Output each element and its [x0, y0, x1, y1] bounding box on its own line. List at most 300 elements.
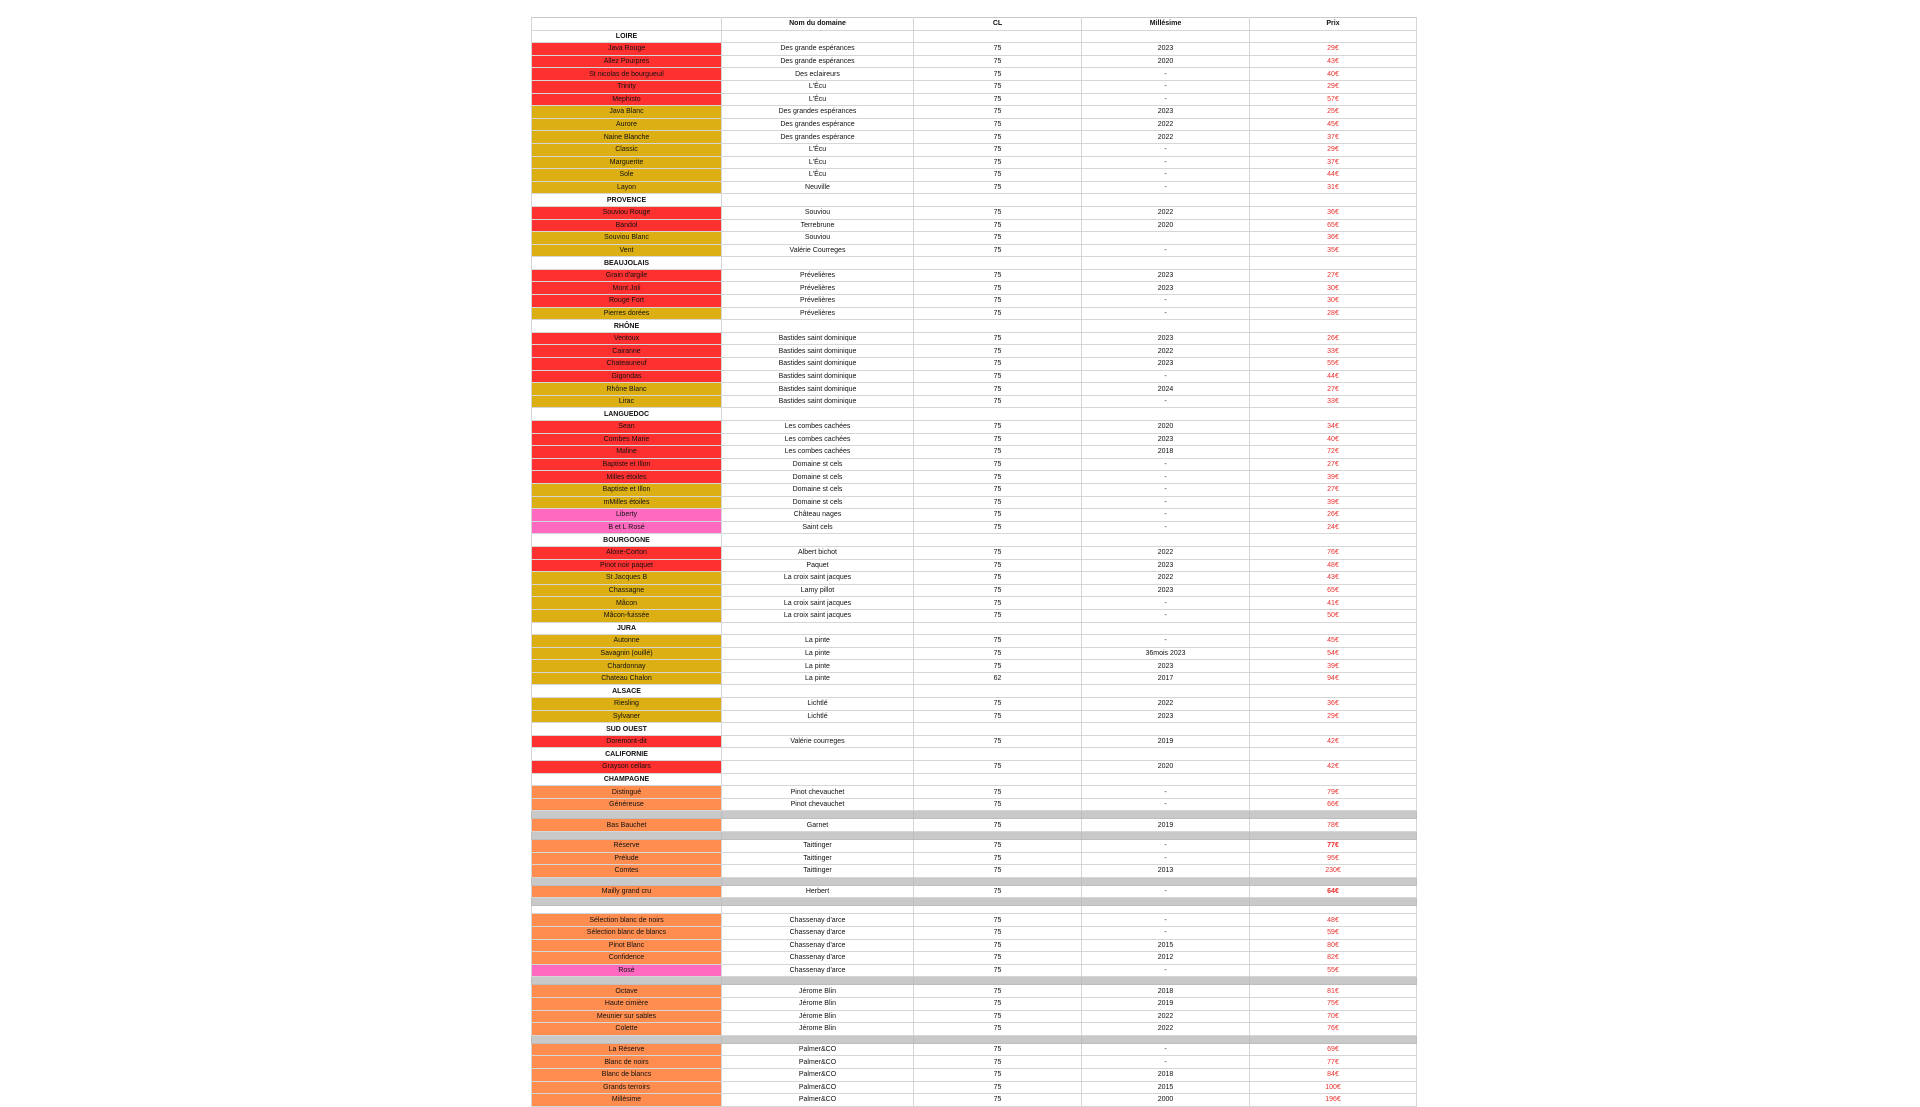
wine-name-cell: Marguerite [532, 156, 722, 169]
empty-cell [722, 30, 914, 43]
cl-cell: 75 [914, 852, 1082, 865]
wine-name-cell: Grayson cellars [532, 761, 722, 774]
cl-cell: 75 [914, 761, 1082, 774]
region-row [532, 622, 1417, 635]
empty-cell [914, 1035, 1082, 1043]
price-cell: 37€ [1250, 156, 1417, 169]
domain-cell: L'Écu [722, 80, 914, 93]
domain-cell: Chassenay d'arce [722, 952, 914, 965]
vintage-cell: - [1082, 1056, 1250, 1069]
region-row [532, 194, 1417, 207]
price-cell: 82€ [1250, 952, 1417, 965]
price-cell: 34€ [1250, 421, 1417, 434]
cl-cell: 75 [914, 269, 1082, 282]
empty-cell [1250, 1035, 1417, 1043]
domain-cell: Bastides saint dominique [722, 383, 914, 396]
wine-row [532, 546, 1417, 559]
wine-row [532, 572, 1417, 585]
wine-name-cell: Riesling [532, 698, 722, 711]
domain-cell: Palmer&CO [722, 1068, 914, 1081]
empty-cell [914, 898, 1082, 906]
wine-row [532, 68, 1417, 81]
domain-cell: Taittinger [722, 840, 914, 853]
vintage-cell: - [1082, 609, 1250, 622]
empty-cell [1082, 906, 1250, 914]
wine-name-cell: Java Blanc [532, 106, 722, 119]
vintage-cell: 2022 [1082, 345, 1250, 358]
vintage-cell: - [1082, 169, 1250, 182]
wine-name-cell: Allez Pourpres [532, 55, 722, 68]
price-cell: 41€ [1250, 597, 1417, 610]
domain-cell: Les combes cachées [722, 446, 914, 459]
wine-name-cell: Layon [532, 181, 722, 194]
wine-row [532, 181, 1417, 194]
price-cell: 94€ [1250, 672, 1417, 685]
price-cell: 76€ [1250, 546, 1417, 559]
cl-cell: 75 [914, 572, 1082, 585]
vintage-cell: 2018 [1082, 1068, 1250, 1081]
cl-cell: 75 [914, 1094, 1082, 1107]
domain-cell: L'Écu [722, 143, 914, 156]
region-row [532, 257, 1417, 270]
empty-cell [1082, 723, 1250, 736]
cl-cell: 75 [914, 43, 1082, 56]
wine-name-cell: Grands terroirs [532, 1081, 722, 1094]
empty-cell [914, 832, 1082, 840]
vintage-cell: 2023 [1082, 332, 1250, 345]
wine-row [532, 735, 1417, 748]
empty-cell [722, 257, 914, 270]
vintage-cell: 2012 [1082, 952, 1250, 965]
wine-row [532, 43, 1417, 56]
empty-cell [722, 811, 914, 819]
domain-cell: Domaine st cels [722, 458, 914, 471]
wine-name-cell: Colette [532, 1023, 722, 1036]
region-title: LOIRE [532, 30, 722, 43]
domain-cell: Chassenay d'arce [722, 964, 914, 977]
price-cell: 27€ [1250, 383, 1417, 396]
wine-name-cell: Blanc de blancs [532, 1068, 722, 1081]
cl-cell: 75 [914, 143, 1082, 156]
vintage-cell: - [1082, 914, 1250, 927]
region-row [532, 723, 1417, 736]
wine-row [532, 798, 1417, 811]
cl-cell: 75 [914, 1081, 1082, 1094]
vintage-cell: 2023 [1082, 710, 1250, 723]
vintage-cell: - [1082, 80, 1250, 93]
empty-cell [1250, 748, 1417, 761]
domain-cell: La croix saint jacques [722, 609, 914, 622]
cl-cell: 75 [914, 635, 1082, 648]
cl-cell: 75 [914, 358, 1082, 371]
separator-row [532, 1035, 1417, 1043]
empty-cell [1250, 194, 1417, 207]
empty-cell [914, 977, 1082, 985]
wine-row [532, 307, 1417, 320]
wine-row [532, 93, 1417, 106]
empty-cell [1082, 1035, 1250, 1043]
wine-row [532, 509, 1417, 522]
wine-row [532, 80, 1417, 93]
wine-name-cell: Confidence [532, 952, 722, 965]
price-cell: 36€ [1250, 698, 1417, 711]
vintage-cell: 2017 [1082, 672, 1250, 685]
wine-row [532, 584, 1417, 597]
empty-cell [914, 877, 1082, 885]
cl-cell: 75 [914, 1010, 1082, 1023]
empty-cell [1082, 773, 1250, 786]
wine-name-cell: Gigondas [532, 370, 722, 383]
price-cell: 45€ [1250, 118, 1417, 131]
cl-cell: 75 [914, 421, 1082, 434]
empty-cell [722, 408, 914, 421]
empty-cell [1082, 30, 1250, 43]
vintage-cell: - [1082, 597, 1250, 610]
vintage-cell: 2023 [1082, 584, 1250, 597]
vintage-cell: - [1082, 852, 1250, 865]
wine-row [532, 952, 1417, 965]
wine-name-cell: Chassagne [532, 584, 722, 597]
wine-row [532, 786, 1417, 799]
wine-name-cell: Sole [532, 169, 722, 182]
wine-row [532, 1081, 1417, 1094]
wine-row [532, 761, 1417, 774]
price-cell: 24€ [1250, 521, 1417, 534]
domain-cell: Souviou [722, 206, 914, 219]
cl-cell: 75 [914, 106, 1082, 119]
vintage-cell: 2000 [1082, 1094, 1250, 1107]
domain-cell: Jérome Blin [722, 985, 914, 998]
cl-cell: 75 [914, 985, 1082, 998]
domain-cell: Albert bichot [722, 546, 914, 559]
wine-name-cell: Pinot noir paquet [532, 559, 722, 572]
cl-cell: 75 [914, 181, 1082, 194]
cl-cell: 75 [914, 1068, 1082, 1081]
header-wine [532, 18, 722, 31]
empty-cell [532, 906, 722, 914]
domain-cell: Pinot chevauchet [722, 786, 914, 799]
price-cell: 70€ [1250, 1010, 1417, 1023]
domain-cell: Des grande espérances [722, 55, 914, 68]
domain-cell: Bastides saint dominique [722, 395, 914, 408]
price-cell: 81€ [1250, 985, 1417, 998]
wine-name-cell: St nicolas de bourgueuil [532, 68, 722, 81]
cl-cell: 75 [914, 521, 1082, 534]
wine-name-cell: Généreuse [532, 798, 722, 811]
price-cell: 77€ [1250, 840, 1417, 853]
vintage-cell: 2022 [1082, 572, 1250, 585]
wine-row [532, 559, 1417, 572]
vintage-cell: 2022 [1082, 1010, 1250, 1023]
cl-cell: 75 [914, 68, 1082, 81]
wine-name-cell: Ventoux [532, 332, 722, 345]
price-cell: 36€ [1250, 232, 1417, 245]
domain-cell: Jérome Blin [722, 1010, 914, 1023]
price-cell: 100€ [1250, 1081, 1417, 1094]
price-cell: 66€ [1250, 798, 1417, 811]
domain-cell: Domaine st cels [722, 496, 914, 509]
header-cl: CL [914, 18, 1082, 31]
domain-cell: Prévelières [722, 269, 914, 282]
vintage-cell: - [1082, 521, 1250, 534]
cl-cell: 75 [914, 55, 1082, 68]
empty-cell [1250, 906, 1417, 914]
wine-row [532, 997, 1417, 1010]
empty-cell [1250, 832, 1417, 840]
vintage-cell: 2023 [1082, 559, 1250, 572]
vintage-cell: 2022 [1082, 131, 1250, 144]
wine-row [532, 483, 1417, 496]
wine-row [532, 244, 1417, 257]
empty-cell [1250, 773, 1417, 786]
wine-name-cell: Comtes [532, 865, 722, 878]
domain-cell: Bastides saint dominique [722, 345, 914, 358]
wine-row [532, 232, 1417, 245]
price-cell: 29€ [1250, 143, 1417, 156]
vintage-cell: - [1082, 307, 1250, 320]
empty-cell [1250, 977, 1417, 985]
region-title: CALIFORNIE [532, 748, 722, 761]
empty-cell [532, 832, 722, 840]
cl-cell: 75 [914, 660, 1082, 673]
vintage-cell: 2023 [1082, 660, 1250, 673]
vintage-cell: 2023 [1082, 43, 1250, 56]
empty-cell [914, 194, 1082, 207]
cl-cell: 75 [914, 370, 1082, 383]
cl-cell: 75 [914, 546, 1082, 559]
wine-name-cell: Lirac [532, 395, 722, 408]
wine-rows [532, 30, 1417, 1106]
wine-row [532, 496, 1417, 509]
domain-cell: Chassenay d'arce [722, 939, 914, 952]
price-cell: 79€ [1250, 786, 1417, 799]
empty-cell [1082, 811, 1250, 819]
vintage-cell: 2019 [1082, 735, 1250, 748]
wine-row [532, 358, 1417, 371]
empty-cell [722, 194, 914, 207]
wine-name-cell: Rouge Fort [532, 295, 722, 308]
domain-cell: Prévelières [722, 307, 914, 320]
price-cell: 77€ [1250, 1056, 1417, 1069]
vintage-cell: 2022 [1082, 206, 1250, 219]
header-row [532, 18, 1417, 31]
vintage-cell: 2020 [1082, 421, 1250, 434]
cl-cell: 75 [914, 244, 1082, 257]
wine-row [532, 131, 1417, 144]
empty-cell [532, 898, 722, 906]
domain-cell: Saint cels [722, 521, 914, 534]
empty-cell [722, 977, 914, 985]
cl-cell: 75 [914, 282, 1082, 295]
header-domain: Nom du domaine [722, 18, 914, 31]
wine-row [532, 609, 1417, 622]
vintage-cell: 2018 [1082, 446, 1250, 459]
price-cell: 39€ [1250, 660, 1417, 673]
domain-cell: Chassenay d'arce [722, 914, 914, 927]
region-title: RHÔNE [532, 320, 722, 333]
vintage-cell: - [1082, 885, 1250, 898]
empty-cell [1250, 30, 1417, 43]
price-cell: 39€ [1250, 496, 1417, 509]
vintage-cell: - [1082, 295, 1250, 308]
wine-row [532, 914, 1417, 927]
empty-cell [1082, 898, 1250, 906]
wine-name-cell: Mâcon [532, 597, 722, 610]
wine-name-cell: Millésime [532, 1094, 722, 1107]
wine-name-cell: Réserve [532, 840, 722, 853]
vintage-cell: 2024 [1082, 383, 1250, 396]
vintage-cell: 2015 [1082, 1081, 1250, 1094]
vintage-cell: - [1082, 471, 1250, 484]
cl-cell: 75 [914, 345, 1082, 358]
vintage-cell: 2022 [1082, 546, 1250, 559]
cl-cell: 75 [914, 698, 1082, 711]
wine-row [532, 819, 1417, 832]
cl-cell: 75 [914, 1023, 1082, 1036]
wine-name-cell: Milles étoiles [532, 471, 722, 484]
empty-cell [532, 977, 722, 985]
price-cell: 72€ [1250, 446, 1417, 459]
vintage-cell: - [1082, 840, 1250, 853]
wine-row [532, 106, 1417, 119]
domain-cell: Jérome Blin [722, 1023, 914, 1036]
wine-name-cell: Savagnin (ouillé) [532, 647, 722, 660]
domain-cell: La pinte [722, 647, 914, 660]
blank-row [532, 906, 1417, 914]
domain-cell: Les combes cachées [722, 421, 914, 434]
cl-cell: 75 [914, 597, 1082, 610]
price-cell: 43€ [1250, 55, 1417, 68]
domain-cell: Chassenay d'arce [722, 926, 914, 939]
cl-cell: 75 [914, 840, 1082, 853]
domain-cell: Pinot chevauchet [722, 798, 914, 811]
region-row [532, 773, 1417, 786]
wine-row [532, 395, 1417, 408]
domain-cell: Prévelières [722, 295, 914, 308]
domain-cell: Taittinger [722, 865, 914, 878]
wine-name-cell: Haute cimière [532, 997, 722, 1010]
empty-cell [722, 622, 914, 635]
wine-name-cell: Sélection blanc de blancs [532, 926, 722, 939]
wine-row [532, 1023, 1417, 1036]
domain-cell: Domaine st cels [722, 483, 914, 496]
wine-name-cell: Prélude [532, 852, 722, 865]
region-row [532, 320, 1417, 333]
price-cell: 95€ [1250, 852, 1417, 865]
price-cell: 43€ [1250, 572, 1417, 585]
empty-cell [722, 748, 914, 761]
domain-cell: Lamy pillot [722, 584, 914, 597]
price-cell: 44€ [1250, 169, 1417, 182]
separator-row [532, 877, 1417, 885]
domain-cell: Souviou [722, 232, 914, 245]
wine-name-cell: Doremont-dit [532, 735, 722, 748]
cl-cell: 75 [914, 786, 1082, 799]
vintage-cell [1082, 232, 1250, 245]
price-cell: 29€ [1250, 80, 1417, 93]
domain-cell: Domaine st cels [722, 471, 914, 484]
domain-cell: La pinte [722, 635, 914, 648]
price-cell: 42€ [1250, 735, 1417, 748]
wine-name-cell: Mont Joli [532, 282, 722, 295]
vintage-cell: - [1082, 1043, 1250, 1056]
cl-cell: 75 [914, 169, 1082, 182]
vintage-cell: - [1082, 395, 1250, 408]
vintage-cell: 2019 [1082, 997, 1250, 1010]
vintage-cell: - [1082, 964, 1250, 977]
wine-name-cell: Mailly grand cru [532, 885, 722, 898]
vintage-cell: 36mois 2023 [1082, 647, 1250, 660]
empty-cell [914, 622, 1082, 635]
wine-name-cell: Mephisto [532, 93, 722, 106]
cl-cell: 75 [914, 458, 1082, 471]
price-cell: 28€ [1250, 307, 1417, 320]
domain-cell: Des eclaireurs [722, 68, 914, 81]
wine-name-cell: La Réserve [532, 1043, 722, 1056]
cl-cell: 75 [914, 1056, 1082, 1069]
domain-cell: Bastides saint dominique [722, 370, 914, 383]
wine-name-cell: Pinot Blanc [532, 939, 722, 952]
wine-name-cell: Mâcon-fuissée [532, 609, 722, 622]
wine-row [532, 926, 1417, 939]
wine-name-cell: Liberty [532, 509, 722, 522]
price-cell: 31€ [1250, 181, 1417, 194]
wine-row [532, 1068, 1417, 1081]
cl-cell: 75 [914, 156, 1082, 169]
domain-cell: Jérome Blin [722, 997, 914, 1010]
region-row [532, 30, 1417, 43]
region-title: JURA [532, 622, 722, 635]
price-cell: 29€ [1250, 43, 1417, 56]
empty-cell [1082, 832, 1250, 840]
price-cell: 37€ [1250, 131, 1417, 144]
domain-cell: Lichtlé [722, 710, 914, 723]
empty-cell [1082, 257, 1250, 270]
empty-cell [1250, 320, 1417, 333]
separator-row [532, 898, 1417, 906]
cl-cell: 75 [914, 609, 1082, 622]
empty-cell [1082, 534, 1250, 547]
header-vintage: Millésime [1082, 18, 1250, 31]
wine-name-cell: Chateauneuf [532, 358, 722, 371]
wine-name-cell: Autonne [532, 635, 722, 648]
region-title: CHAMPAGNE [532, 773, 722, 786]
price-cell: 26€ [1250, 509, 1417, 522]
wine-row [532, 118, 1417, 131]
empty-cell [914, 773, 1082, 786]
domain-cell: L'Écu [722, 156, 914, 169]
price-cell: 55€ [1250, 358, 1417, 371]
wine-row [532, 345, 1417, 358]
wine-name-cell: Rosé [532, 964, 722, 977]
price-cell: 35€ [1250, 244, 1417, 257]
domain-cell: Des grande espérances [722, 43, 914, 56]
cl-cell: 75 [914, 914, 1082, 927]
cl-cell: 75 [914, 885, 1082, 898]
empty-cell [1082, 408, 1250, 421]
cl-cell: 75 [914, 307, 1082, 320]
price-cell: 30€ [1250, 295, 1417, 308]
wine-row [532, 433, 1417, 446]
wine-row [532, 471, 1417, 484]
wine-row [532, 1056, 1417, 1069]
vintage-cell: 2020 [1082, 55, 1250, 68]
wine-name-cell: mMilles étoiles [532, 496, 722, 509]
empty-cell [914, 408, 1082, 421]
empty-cell [1250, 685, 1417, 698]
wine-name-cell: St Jacques B [532, 572, 722, 585]
cl-cell: 75 [914, 496, 1082, 509]
